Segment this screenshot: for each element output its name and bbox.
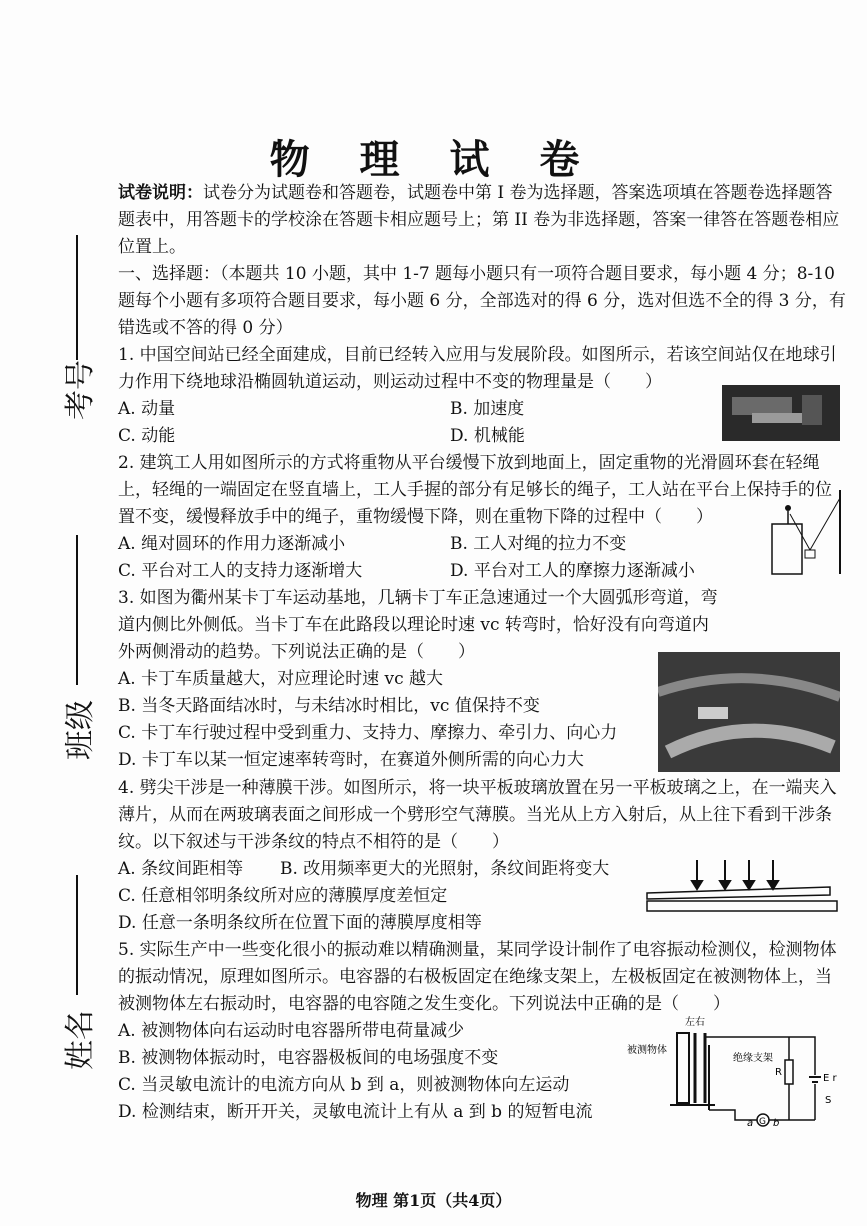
margin-line-banji <box>76 535 78 685</box>
q1-stem: 1. 中国空间站已经全面建成，目前已经转入应用与发展阶段。如图所示，若该空间站仅在地球引力作用下绕地球沿椭圆轨道运动，则运动过程中不变的物理量是（ ） <box>118 345 837 392</box>
intro-paragraph <box>118 180 846 261</box>
q1-option-b: B. 加速度 <box>450 399 525 419</box>
intro-text: 试卷分为试题卷和答题卷，试题卷中第 I 卷为选择题，答案选项填在答题卷选择题答题表中，用答题卡的学校涂在答题卡相应题号上；第 II 卷为非选择题，答案一律答在答题卷相应位置上。 <box>118 183 840 257</box>
worker-pulley-diagram <box>770 488 845 576</box>
margin-label-kaohao: 考号 <box>63 360 98 420</box>
q5-option-c: C. 当灵敏电流计的电流方向从 b 到 a，则被测物体向左运动 <box>118 1075 570 1095</box>
q3-option-a: A. 卡丁车质量越大，对应理论时速 vc 越大 <box>118 669 444 689</box>
q5-option-a: A. 被测物体向右运动时电容器所带电荷量减少 <box>118 1021 465 1041</box>
q5-option-d: D. 检测结束，断开开关，灵敏电流计上有从 a 到 b 的短暂电流 <box>118 1102 593 1122</box>
q3-stem: 3. 如图为衢州某卡丁车运动基地，几辆卡丁车正急速通过一个大圆弧形弯道，弯道内侧比外侧低。当卡丁车在此路段以理论时速 vc 转弯时，恰好没有向弯道内外两侧滑动的趋势。下列说法正确的是（ ） <box>118 588 718 662</box>
q2-stem: 2. 建筑工人用如图所示的方式将重物从平台缓慢下放到地面上，固定重物的光滑圆环套在轻绳上，轻绳的一端固定在竖直墙上，工人手握的部分有足够长的绳子，工人站在平台上保持手的位置不变，缓慢释放手中的绳子，重物缓慢下降，则在重物下降的过程中（ ） <box>118 453 832 527</box>
margin-line-kaohao <box>76 235 78 360</box>
q1-option-c: C. 动能 <box>118 426 176 446</box>
fig-a-label: a <box>747 1118 754 1127</box>
q4-option-c: C. 任意相邻明条纹所对应的薄膜厚度差恒定 <box>118 886 448 906</box>
q4-option-b: B. 改用频率更大的光照射，条纹间距将变大 <box>280 859 610 879</box>
capacitor-circuit-diagram <box>625 1015 845 1127</box>
space-station-photo <box>722 385 840 441</box>
margin-line-xingming <box>76 875 78 995</box>
q4-stem: 4. 劈尖干涉是一种薄膜干涉。如图所示，将一块平板玻璃放置在另一平板玻璃之上，在一端夹入薄片，从而在两玻璃表面之间形成一个劈形空气薄膜。当光从上方入射后，从上往下看到干涉条纹。以下叙述与干涉条纹的特点不相符的是（ ） <box>118 778 837 852</box>
margin-label-banji: 班级 <box>63 700 98 760</box>
fig-r-label: R <box>775 1067 782 1078</box>
fig-leftright-label: 左右 <box>685 1017 705 1028</box>
section1-instructions: 一、选择题：（本题共 10 小题，其中 1-7 题每小题只有一项符合题目要求，每小题 4 分；8-10 题每个小题有多项符合题目要求，每小题 6 分，全部选对的得 6 分，选对但选不全的得 3 分，有错选或不答的得 0 分） <box>118 264 846 338</box>
margin-label-xingming: 姓名 <box>63 1010 98 1070</box>
intro-label: 试卷说明： <box>118 183 203 203</box>
q3-option-d: D. 卡丁车以某一恒定速率转弯时，在赛道外侧所需的向心力大 <box>118 750 584 770</box>
q4-option-a: A. 条纹间距相等 <box>118 859 244 879</box>
page-title: 物 理 试 卷 <box>269 136 598 183</box>
q2-option-b: B. 工人对绳的拉力不变 <box>450 534 627 554</box>
q5-stem: 5. 实际生产中一些变化很小的振动难以精确测量，某同学设计制作了电容振动检测仪，检测物体的振动情况，原理如图所示。电容器的右极板固定在绝缘支架上，左极板固定在被测物体上，当被测物体左右振动时，电容器的电容随之发生变化。下列说法中正确的是（ ） <box>118 940 837 1014</box>
fig-object-label: 被测物体 <box>627 1045 667 1056</box>
page-footer: 物理 第1页（共4页） <box>355 1191 512 1210</box>
q4-option-d: D. 任意一条明条纹所在位置下面的薄膜厚度相等 <box>118 913 482 933</box>
fig-s-label: S <box>825 1095 832 1106</box>
fig-g-label: G <box>759 1117 766 1127</box>
wedge-interference-diagram <box>645 855 840 915</box>
q2-option-a: A. 绳对圆环的作用力逐渐减小 <box>118 534 346 554</box>
q1-option-d: D. 机械能 <box>450 426 525 446</box>
q1-option-a: A. 动量 <box>118 399 176 419</box>
q2-option-c: C. 平台对工人的支持力逐渐增大 <box>118 561 363 581</box>
fig-b-label: b <box>773 1118 780 1127</box>
q3-option-c: C. 卡丁车行驶过程中受到重力、支持力、摩擦力、牵引力、向心力 <box>118 723 618 743</box>
kart-track-photo <box>658 652 840 772</box>
q5-option-b: B. 被测物体振动时，电容器极板间的电场强度不变 <box>118 1048 499 1068</box>
fig-e-label: E r <box>823 1073 837 1084</box>
q2-option-d: D. 平台对工人的摩擦力逐渐减小 <box>450 561 695 581</box>
q3-option-b: B. 当冬天路面结冰时，与未结冰时相比，vc 值保持不变 <box>118 696 540 716</box>
fig-support-label: 绝缘支架 <box>733 1053 773 1064</box>
